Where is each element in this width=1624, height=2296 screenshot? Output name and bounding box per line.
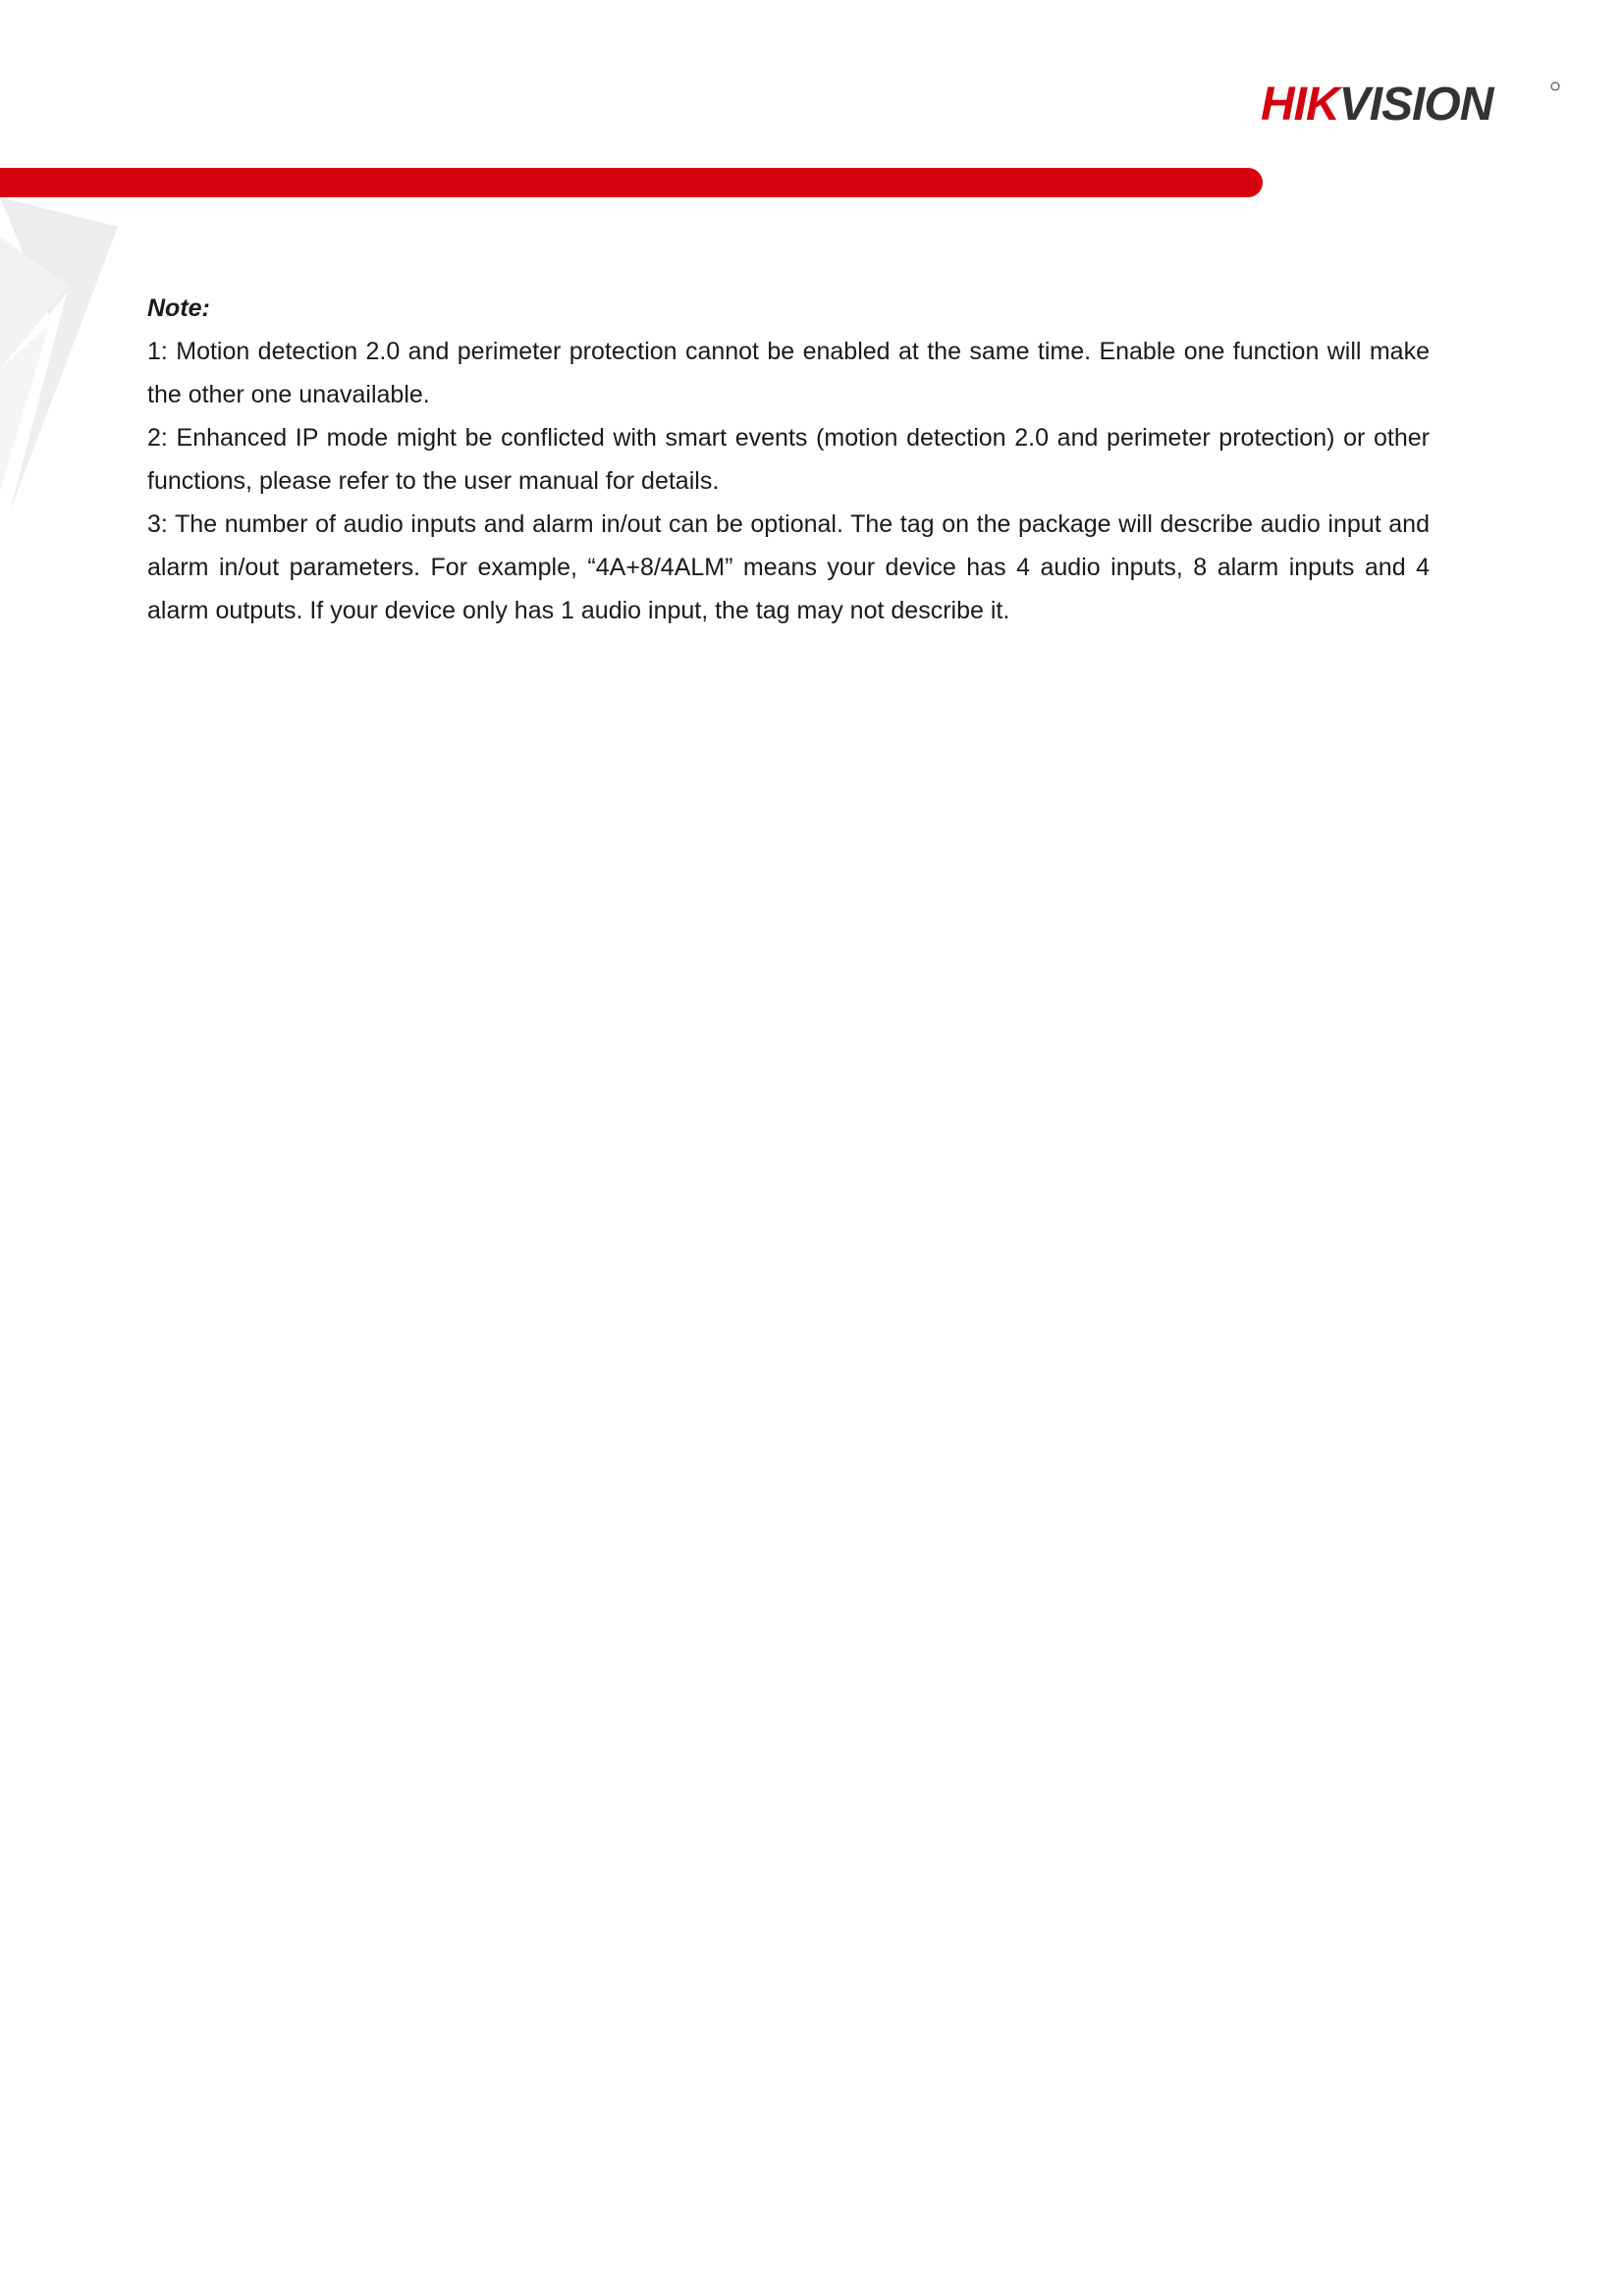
note-item-1: 1: Motion detection 2.0 and perimeter protection cannot be enabled at the same time. Enable one function will make the other one unavailable. — [147, 338, 1430, 408]
logo-hik: HIK — [1261, 79, 1339, 124]
header-red-bar — [0, 168, 1263, 197]
logo-vision: VISION — [1338, 79, 1493, 124]
registered-mark — [1551, 82, 1559, 90]
note-section — [147, 287, 1430, 632]
decorative-triangles — [0, 197, 128, 521]
hikvision-logo — [1261, 79, 1561, 124]
note-title: Note: — [147, 294, 210, 322]
note-item-3: 3: The number of audio inputs and alarm in/out can be optional. The tag on the package will describe audio input and alarm in/out parameters. For example, “4A+8/4ALM” means your device has 4 audio inputs, 8 alarm inputs and 4 alarm outputs. If your device only has 1 audio input, the tag may not describe it. — [147, 510, 1430, 624]
svg-text:HIKVISION — [1261, 79, 1495, 124]
note-item-2: 2: Enhanced IP mode might be conflicted with smart events (motion detection 2.0 and perimeter protection) or other functions, please refer to the user manual for details. — [147, 424, 1430, 495]
logo-mark — [1261, 79, 1561, 124]
